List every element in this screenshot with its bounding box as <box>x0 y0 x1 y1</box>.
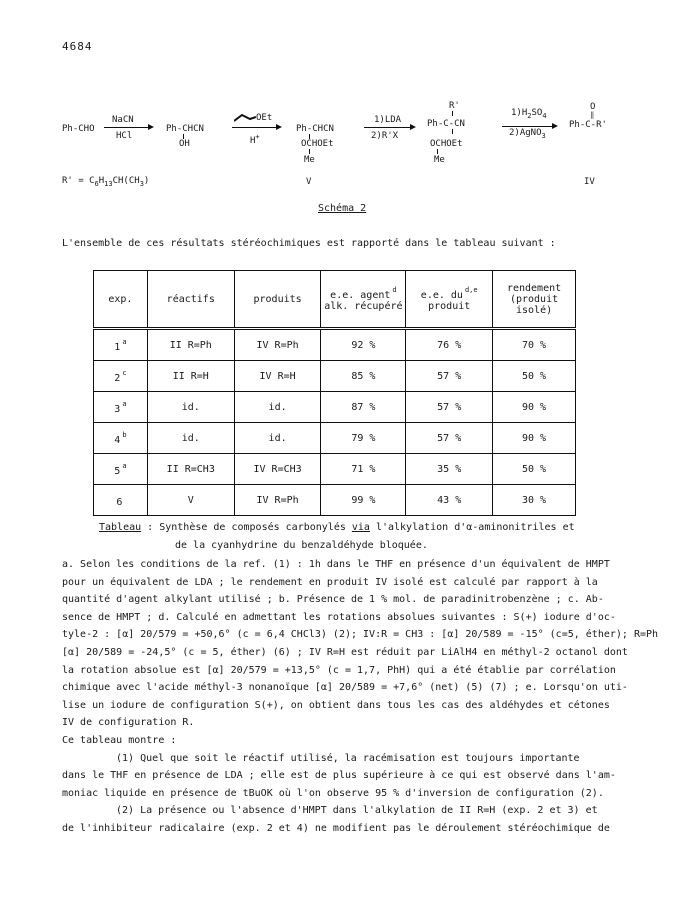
table-row <box>94 392 576 423</box>
cell-reactif: id. <box>147 392 234 423</box>
intro-sentence: L'ensemble de ces résultats stéréochimiques est rapporté dans le tableau suivant : <box>62 238 556 249</box>
arrow4-reagent-top: $1)H_2SO_4$ <box>511 108 547 120</box>
cell-rendement: 90 % <box>493 392 576 423</box>
note-line: sence de HMPT ; d. Calculé en admettant les rotations absolues suivantes : S(+) iodure d'oc- <box>62 611 616 623</box>
start-compound: Ph-CHO <box>62 124 95 134</box>
product-oxygen: O <box>590 102 596 112</box>
alkylated-me: Me <box>434 155 445 165</box>
page-number: 4684 <box>62 40 93 53</box>
cell-produit: id. <box>234 423 321 454</box>
cell-produit: IV R=CH3 <box>234 454 321 485</box>
arrow2-acid: H+ <box>250 133 260 146</box>
cell-exp: 3 $^a$ <box>94 392 148 423</box>
cell-produit: id. <box>234 392 321 423</box>
table-header-row <box>94 271 576 329</box>
body-line: (1) Quel que soit le réactif utilisé, la racémisation est toujours importante <box>116 752 580 764</box>
note-line: [α] 20/589 = -24,5° (c = 5, éther) (6) ; IV R=H est réduit par LiAlH4 en méthyl-2 octanol dont <box>62 646 628 658</box>
body-line: de l'inhibiteur radicalaire (exp. 2 et 4) ne modifient pas le déroulement stéréochimique de <box>62 822 610 834</box>
cell-ee-agent: 85 % <box>321 361 406 392</box>
body-line: (2) La présence ou l'absence d'HMPT dans l'alkylation de II R=H (exp. 2 et 3) et <box>116 805 598 817</box>
label-iv: IV <box>584 177 595 187</box>
note-line: pour un équivalent de LDA ; le rendement en produit IV isolé est calculé par rapport à la <box>62 576 598 588</box>
cell-ee-produit: 43 % <box>406 485 493 516</box>
cell-rendement: 70 % <box>493 329 576 361</box>
table-caption-line2: de la cyanhydrine du benzaldéhyde bloquée. <box>175 540 428 551</box>
cell-reactif: id. <box>147 423 234 454</box>
note-line: la rotation absolue est [α] 20/579 = +13,5° (c = 1,7, PhH) qui a été établie par corrélation <box>62 664 616 676</box>
compound-v: Ph-CHCN <box>296 124 334 134</box>
enol-ether-group: OEt <box>256 113 273 123</box>
table-caption: Tableau : Synthèse de composés carbonylés via l'alkylation d'α-aminonitriles et <box>99 522 575 533</box>
cell-ee-agent: 79 % <box>321 423 406 454</box>
cell-reactif: II R=Ph <box>147 329 234 361</box>
body-text <box>62 732 616 838</box>
label-v: V <box>306 177 312 187</box>
compound-v-substituent: OCHOEt <box>301 139 334 149</box>
cell-exp: 6 <box>94 485 148 516</box>
compound-v-me: Me <box>304 155 315 165</box>
alkylated-substituent: OCHOEt <box>430 139 463 149</box>
r-prime-definition: $R' = C_6H_{13}CH(CH_3)$ <box>62 176 150 188</box>
cell-ee-produit: 57 % <box>406 361 493 392</box>
cell-exp: 4 $^b$ <box>94 423 148 454</box>
table-row <box>94 361 576 392</box>
cyanohydrin-oh: OH <box>179 139 190 149</box>
note-line: tyle-2 : [α] 20/579 = +50,6° (c = 6,4 CHCl3) (2); IV:R = CH3 : [α] 20/589 = -15° (c=5, éther); R=Ph <box>62 629 659 641</box>
cell-exp: 1 $^a$ <box>94 329 148 361</box>
cell-ee-produit: 57 % <box>406 392 493 423</box>
cell-ee-agent: 87 % <box>321 392 406 423</box>
cyanohydrin: Ph-CHCN <box>166 124 204 134</box>
arrow3-reagent-top: 1)LDA <box>374 115 402 125</box>
alkylated-compound: Ph-C-CN <box>427 119 465 129</box>
scheme-caption: Schéma 2 <box>318 203 367 214</box>
cell-rendement: 90 % <box>493 423 576 454</box>
cell-reactif: V <box>147 485 234 516</box>
cell-produit: IV R=H <box>234 361 321 392</box>
cell-ee-produit: 57 % <box>406 423 493 454</box>
header-rendement: rendement (produit isolé) <box>493 271 576 329</box>
results-table <box>93 270 576 516</box>
product-double-bond: ‖ <box>590 111 595 119</box>
arrow3-reagent-bottom: 2)R'X <box>371 131 399 141</box>
note-line: chimique avec l'acide méthyl-3 nonanoïque [α] 20/589 = +7,6° (net) (5) (7) ; e. Lorsqu'on uti- <box>62 682 628 694</box>
note-line: lise un iodure de configuration S(+), on obtient dans tous les cas des aldéhydes et cétones <box>62 699 610 711</box>
note-line: IV de configuration R. <box>62 717 195 729</box>
cell-ee-produit: 35 % <box>406 454 493 485</box>
cell-exp: 2 $^c$ <box>94 361 148 392</box>
header-ee-agent: e.e. agent $^d$ alk. récupéré <box>321 271 406 329</box>
header-produits: produits <box>234 271 321 329</box>
note-line: a. Selon les conditions de la ref. (1) : 1h dans le THF en présence d'un équivalent de HMPT <box>62 559 610 570</box>
note-line: quantité d'agent alkylant utilisé ; b. Présence de 1 % mol. de paradinitrobenzène ; c. Ab- <box>62 594 604 606</box>
cell-produit: IV R=Ph <box>234 329 321 361</box>
vinyl-ether-bond <box>234 113 256 123</box>
cell-produit: IV R=Ph <box>234 485 321 516</box>
body-line: Ce tableau montre : <box>62 735 177 746</box>
table-row <box>94 454 576 485</box>
header-reactifs: réactifs <box>147 271 234 329</box>
header-ee-produit: e.e. du $^{d,e}$ produit <box>406 271 493 329</box>
cell-ee-agent: 99 % <box>321 485 406 516</box>
body-line: dans le THF en présence de LDA ; elle est de plus supérieure à ce qui est observé dans l'am- <box>62 770 616 782</box>
cell-reactif: II R=H <box>147 361 234 392</box>
cell-rendement: 50 % <box>493 454 576 485</box>
arrow1-reagent-top: NaCN <box>112 115 134 125</box>
alkylated-r: R' <box>449 101 460 111</box>
table-row <box>94 485 576 516</box>
header-exp: exp. <box>94 271 148 329</box>
cell-rendement: 50 % <box>493 361 576 392</box>
cell-ee-agent: 71 % <box>321 454 406 485</box>
cell-ee-agent: 92 % <box>321 329 406 361</box>
table-row <box>94 329 576 361</box>
notes <box>62 556 658 732</box>
product-ketone: Ph-C-R' <box>569 120 607 130</box>
cell-reactif: II R=CH3 <box>147 454 234 485</box>
cell-exp: 5 $^a$ <box>94 454 148 485</box>
arrow1-reagent-bottom: HCl <box>116 131 133 141</box>
cell-ee-produit: 76 % <box>406 329 493 361</box>
cell-rendement: 30 % <box>493 485 576 516</box>
table-row <box>94 423 576 454</box>
body-line: moniac liquide en présence de tBuOK où l'on observe 95 % d'inversion de configuration (2). <box>62 787 604 799</box>
arrow4-reagent-bottom: 2)AgNO$_3$ <box>509 128 546 140</box>
